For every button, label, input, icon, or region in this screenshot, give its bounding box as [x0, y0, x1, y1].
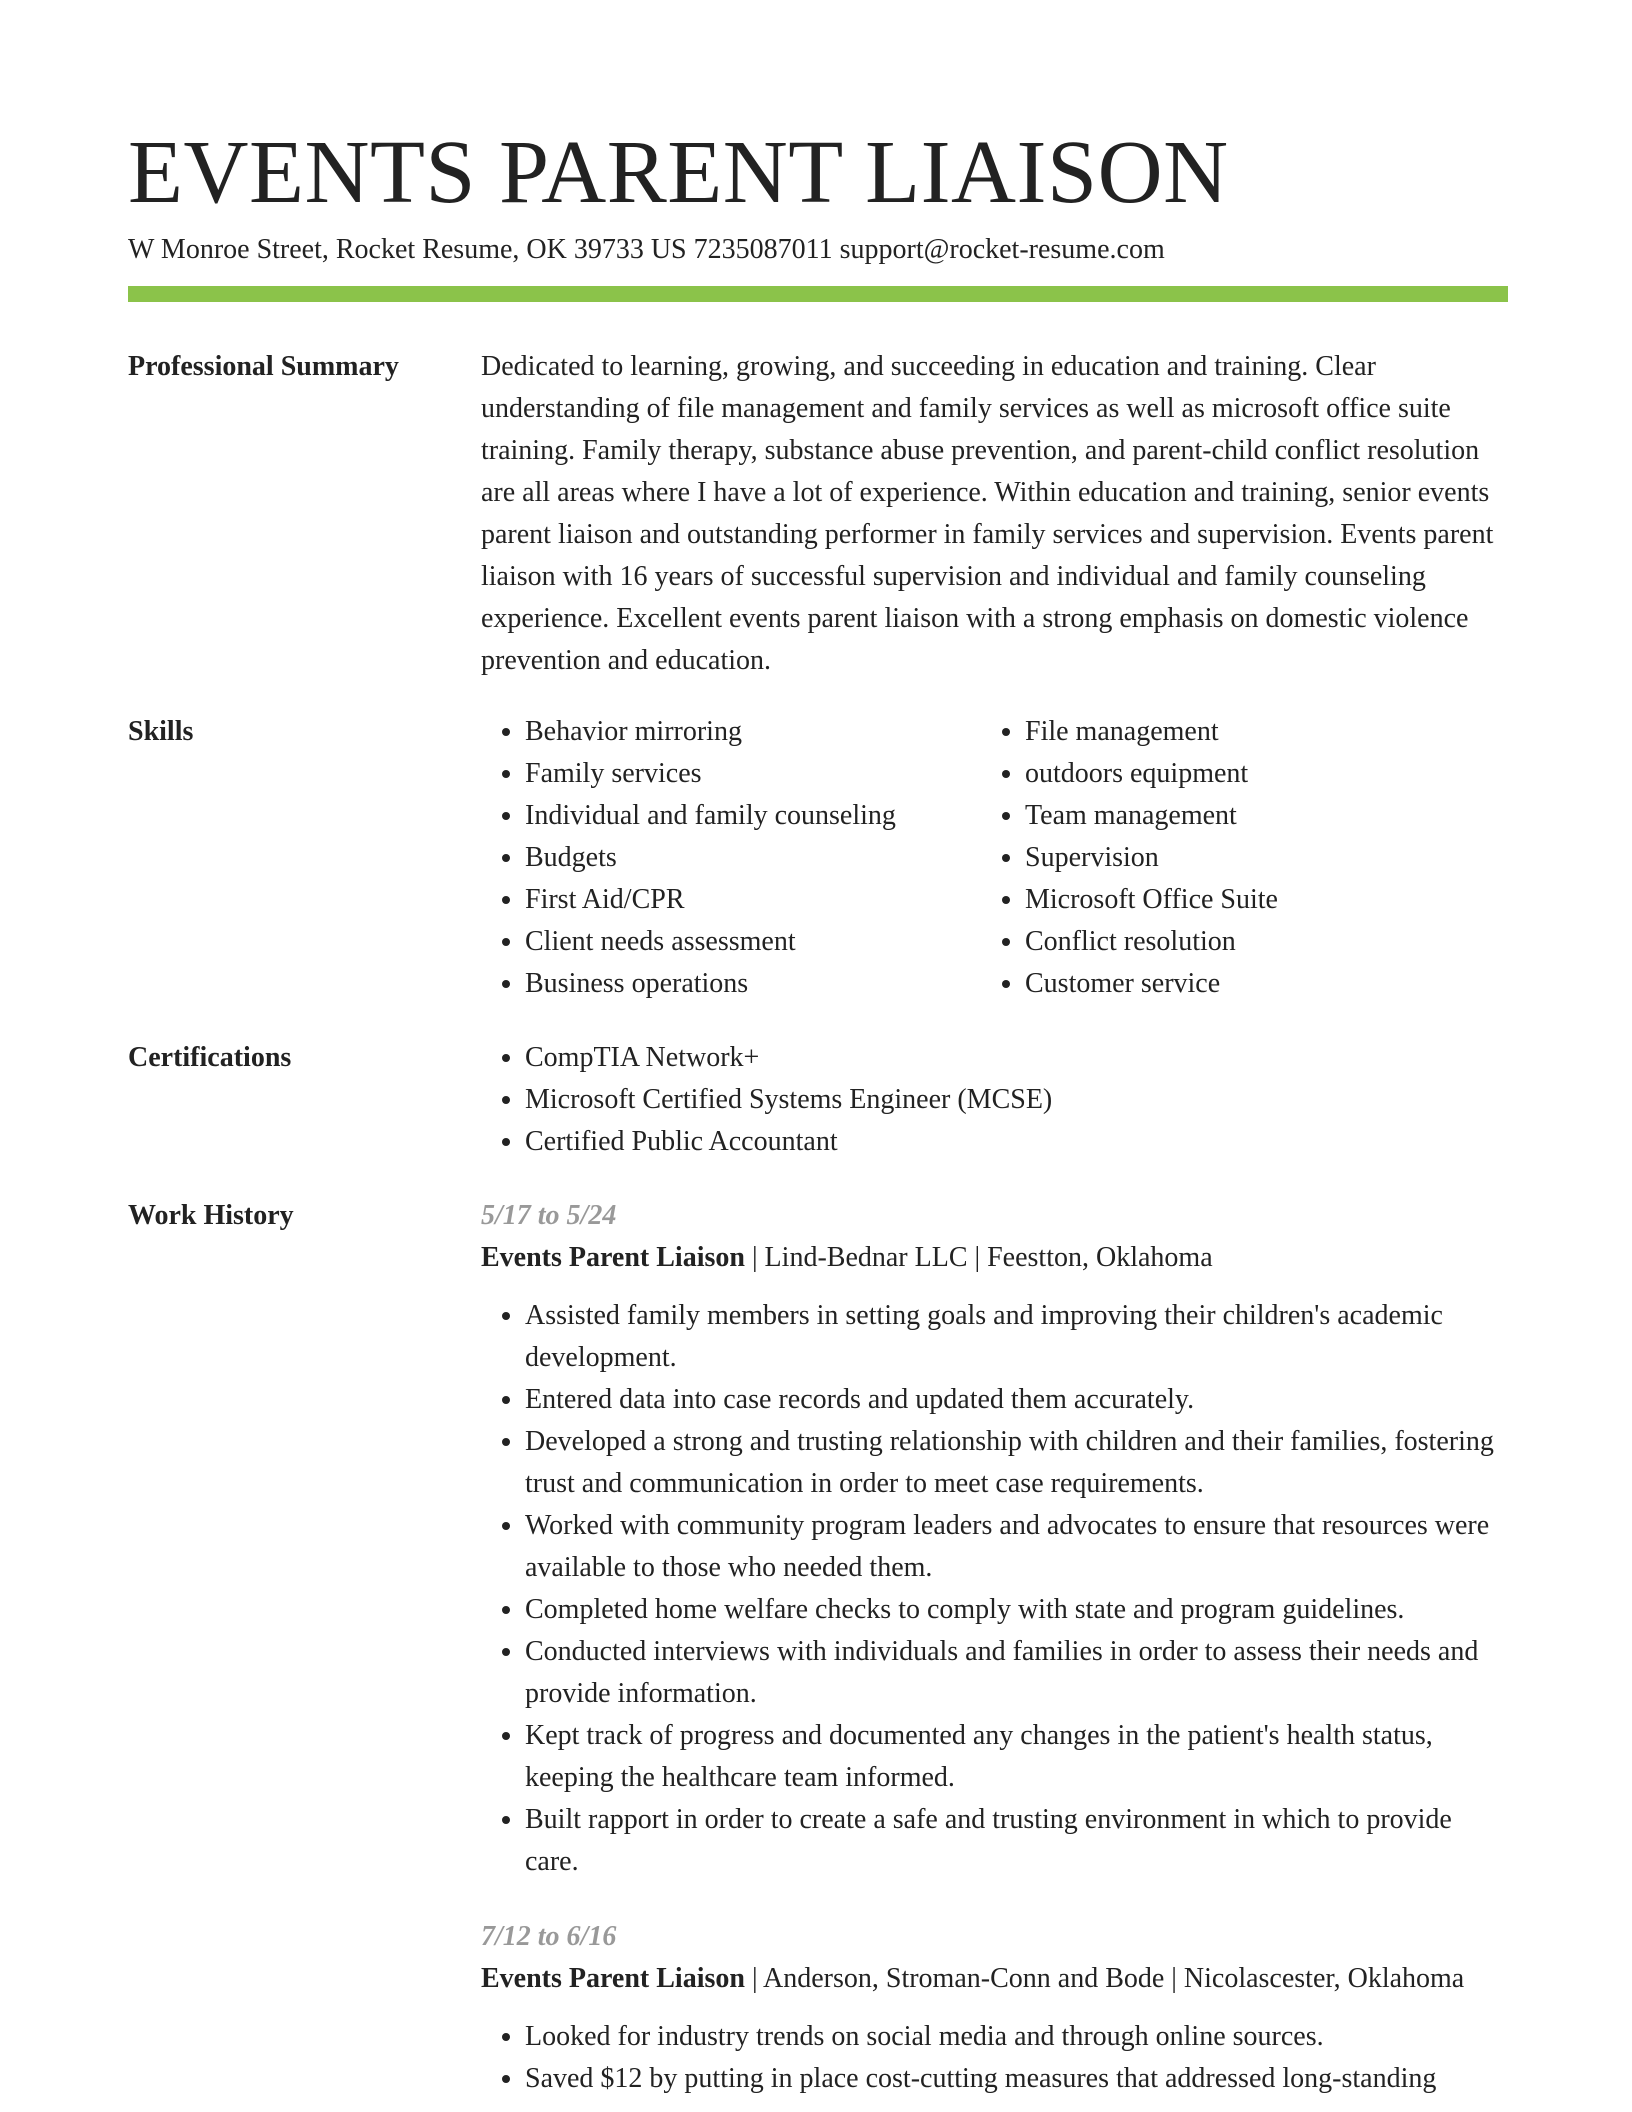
- job-entry: [481, 1195, 1509, 1883]
- skill-item: • Business operations: [525, 963, 961, 1005]
- certification-item: • Certified Public Accountant: [525, 1121, 1509, 1163]
- certification-item: • Microsoft Certified Systems Engineer (MCSE): [525, 1079, 1509, 1121]
- skill-item: • Customer service: [1025, 963, 1461, 1005]
- skill-item: • Client needs assessment: [525, 921, 961, 963]
- certifications-section: [481, 1037, 1509, 1163]
- job-entry: [481, 1916, 1509, 2100]
- skill-item: • Family services: [525, 753, 961, 795]
- skill-item: • Conflict resolution: [1025, 921, 1461, 963]
- job-bullet: • Entered data into case records and updated them accurately.: [525, 1379, 1509, 1421]
- work-history-label: Work History: [128, 1200, 294, 1231]
- job-title: Events Parent Liaison: [481, 1242, 745, 1273]
- skill-item: • outdoors equipment: [1025, 753, 1461, 795]
- job-company-location: | Lind-Bednar LLC | Feestton, Oklahoma: [744, 1242, 1213, 1273]
- skills-left-column: [481, 711, 961, 1005]
- job-bullet: • Completed home welfare checks to comply with state and program guidelines.: [525, 1589, 1509, 1631]
- job-heading: [481, 1958, 1509, 2000]
- job-bullet: • Assisted family members in setting goals and improving their children's academic development.: [525, 1295, 1509, 1379]
- job-bullet: • Developed a strong and trusting relationship with children and their families, fostering trust and communication in order to meet case requirements.: [525, 1421, 1509, 1505]
- job-title: Events Parent Liaison: [481, 1963, 745, 1994]
- job-bullet: • Built rapport in order to create a safe and trusting environment in which to provide care.: [525, 1799, 1509, 1883]
- summary-label: Professional Summary: [128, 351, 399, 382]
- skill-item: • First Aid/CPR: [525, 879, 961, 921]
- skills-label: Skills: [128, 716, 194, 747]
- certifications-label: Certifications: [128, 1042, 292, 1073]
- certification-item: • CompTIA Network+: [525, 1037, 1509, 1079]
- job-bullet: • Kept track of progress and documented any changes in the patient's health status, keeping the healthcare team informed.: [525, 1715, 1509, 1799]
- job-dates: 7/12 to 6/16: [481, 1921, 617, 1952]
- summary-text: Dedicated to learning, growing, and succeeding in education and training. Clear understanding of file management and family services as well as microsoft office suite training. Family therapy, substance abuse prevention, and parent-child conflict resolution are all areas where I have a lot of experience. Within education and training, senior events parent liaison and outstanding performer in family services and supervision. Events parent liaison with 16 years of successful supervision and individual and family counseling experience. Excellent events parent liaison with a strong emphasis on domestic violence prevention and education.: [481, 351, 1494, 676]
- skill-item: • Behavior mirroring: [525, 711, 961, 753]
- skill-item: • File management: [1025, 711, 1461, 753]
- resume-name: EVENTS PARENT LIAISON: [128, 123, 1229, 222]
- job-company-location: | Anderson, Stroman-Conn and Bode | Nicolascester, Oklahoma: [744, 1963, 1465, 1994]
- skill-item: • Team management: [1025, 795, 1461, 837]
- header-divider: [128, 286, 1508, 302]
- job-bullet: • Worked with community program leaders and advocates to ensure that resources were available to those who needed them.: [525, 1505, 1509, 1589]
- job-dates: 5/17 to 5/24: [481, 1200, 617, 1231]
- job-bullet: • Conducted interviews with individuals and families in order to assess their needs and provide information.: [525, 1631, 1509, 1715]
- skills-section: [481, 711, 1509, 1005]
- skill-item: • Supervision: [1025, 837, 1461, 879]
- job-bullet: • Saved $12 by putting in place cost-cutting measures that addressed long-standing: [525, 2058, 1509, 2100]
- skill-item: • Budgets: [525, 837, 961, 879]
- contact-line: W Monroe Street, Rocket Resume, OK 39733 US 7235087011 support@rocket-resume.com: [128, 234, 1165, 265]
- skill-item: • Individual and family counseling: [525, 795, 961, 837]
- job-bullet: • Looked for industry trends on social media and through online sources.: [525, 2016, 1509, 2058]
- skills-right-column: [981, 711, 1461, 1005]
- job-heading: [481, 1237, 1509, 1279]
- skill-item: • Microsoft Office Suite: [1025, 879, 1461, 921]
